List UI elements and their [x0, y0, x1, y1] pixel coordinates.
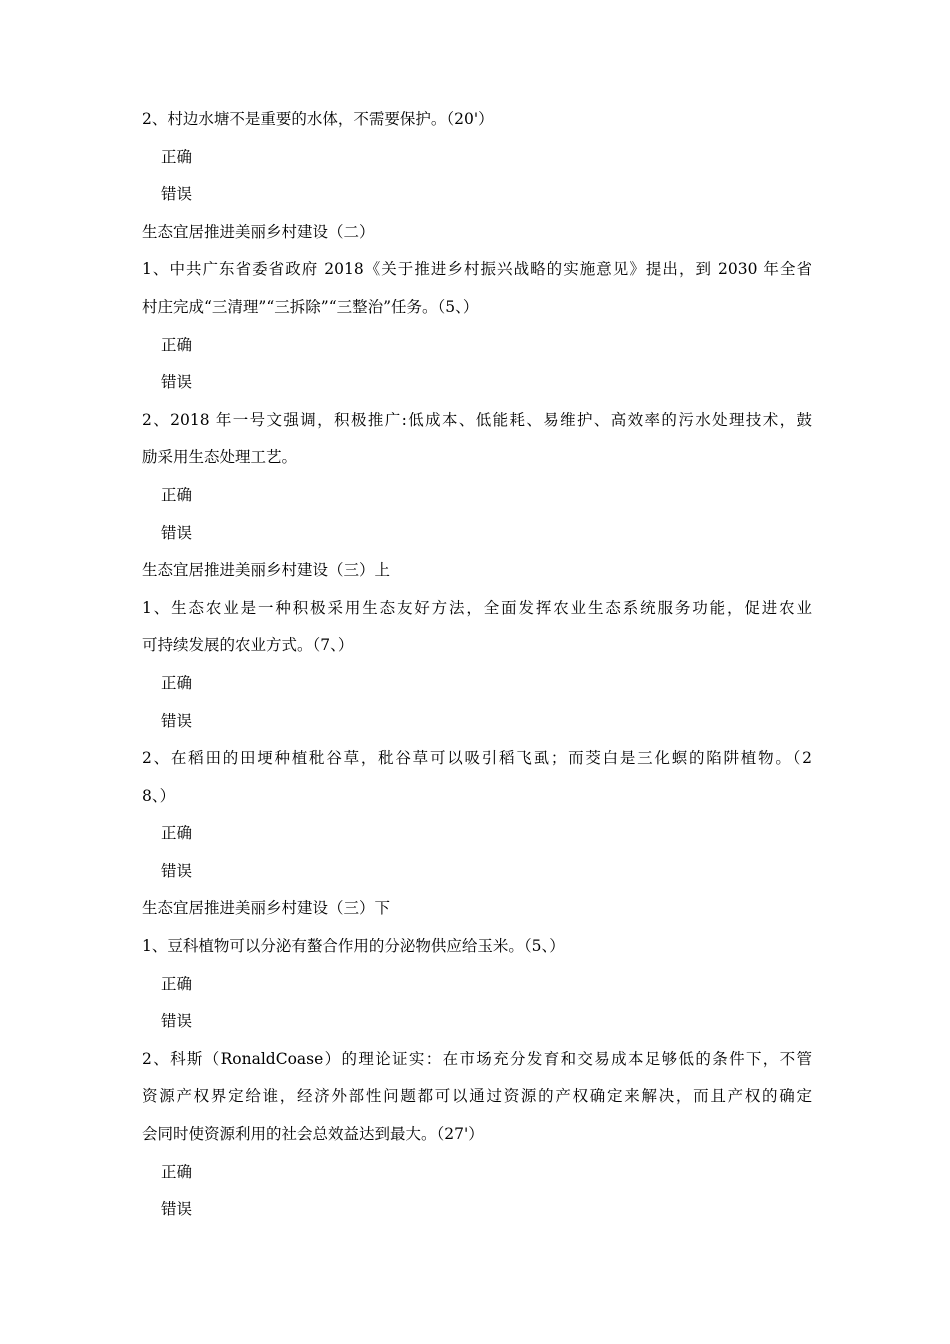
question-text-line: 2、科斯（RonaldCoase）的理论证实：在市场充分发育和交易成本足够低的条件下，不管 [142, 1049, 812, 1068]
section-heading: 生态宜居推进美丽乡村建设（三）上 [142, 561, 391, 580]
question-text-line: 资源产权界定给谁，经济外部性问题都可以通过资源的产权确定来解决，而且产权的确定 [142, 1087, 812, 1106]
answer-option-correct: 正确 [161, 1162, 193, 1181]
question-text-line: 可持续发展的农业方式。（7、） [142, 636, 354, 655]
section-heading: 生态宜居推进美丽乡村建设（二） [142, 222, 375, 241]
question-item [142, 1041, 812, 1154]
answer-option-correct: 正确 [161, 824, 193, 843]
question-text-line: 2、2018 年一号文强调，积极推广:低成本、低能耗、易维护、高效率的污水处理技术，鼓 [142, 410, 812, 429]
question-item [142, 740, 812, 815]
question-item [142, 251, 812, 326]
answer-option-correct: 正确 [161, 673, 193, 692]
answer-option-wrong: 错误 [161, 711, 193, 730]
answer-option-correct: 正确 [161, 335, 193, 354]
question-item [142, 101, 812, 139]
question-text-line: 励采用生态处理工艺。 [142, 448, 298, 467]
question-item [142, 402, 812, 477]
answer-option-wrong: 错误 [161, 373, 193, 392]
question-text-line: 1、生态农业是一种积极采用生态友好方法，全面发挥农业生态系统服务功能，促进农业 [142, 598, 812, 617]
answer-option-wrong: 错误 [161, 1012, 193, 1031]
question-text-line: 8、） [142, 786, 176, 805]
document-body [142, 101, 812, 1229]
question-item [142, 928, 812, 966]
question-text-line: 1、豆科植物可以分泌有螯合作用的分泌物供应给玉米。（5、） [142, 937, 565, 956]
answer-option-wrong: 错误 [161, 185, 193, 204]
question-text-line: 村庄完成“三清理”“三拆除”“三整治”任务。（5、） [142, 297, 479, 316]
answer-option-wrong: 错误 [161, 523, 193, 542]
answer-option-correct: 正确 [161, 974, 193, 993]
question-text-line: 2、在稻田的田埂种植秕谷草，秕谷草可以吸引稻飞虱；而茭白是三化螟的陷阱植物。（2 [142, 749, 812, 768]
answer-option-correct: 正确 [161, 485, 193, 504]
answer-option-wrong: 错误 [161, 1200, 193, 1219]
question-text-line: 2、村边水塘不是重要的水体，不需要保护。（20'） [142, 110, 494, 128]
answer-option-wrong: 错误 [161, 861, 193, 880]
section-heading: 生态宜居推进美丽乡村建设（三）下 [142, 899, 391, 918]
question-text-line: 1、中共广东省委省政府 2018《关于推进乡村振兴战略的实施意见》提出，到 2030 年全省 [142, 260, 812, 279]
answer-option-correct: 正确 [161, 147, 193, 166]
question-item [142, 590, 812, 665]
question-text-line: 会同时使资源利用的社会总效益达到最大。（27'） [142, 1125, 484, 1144]
